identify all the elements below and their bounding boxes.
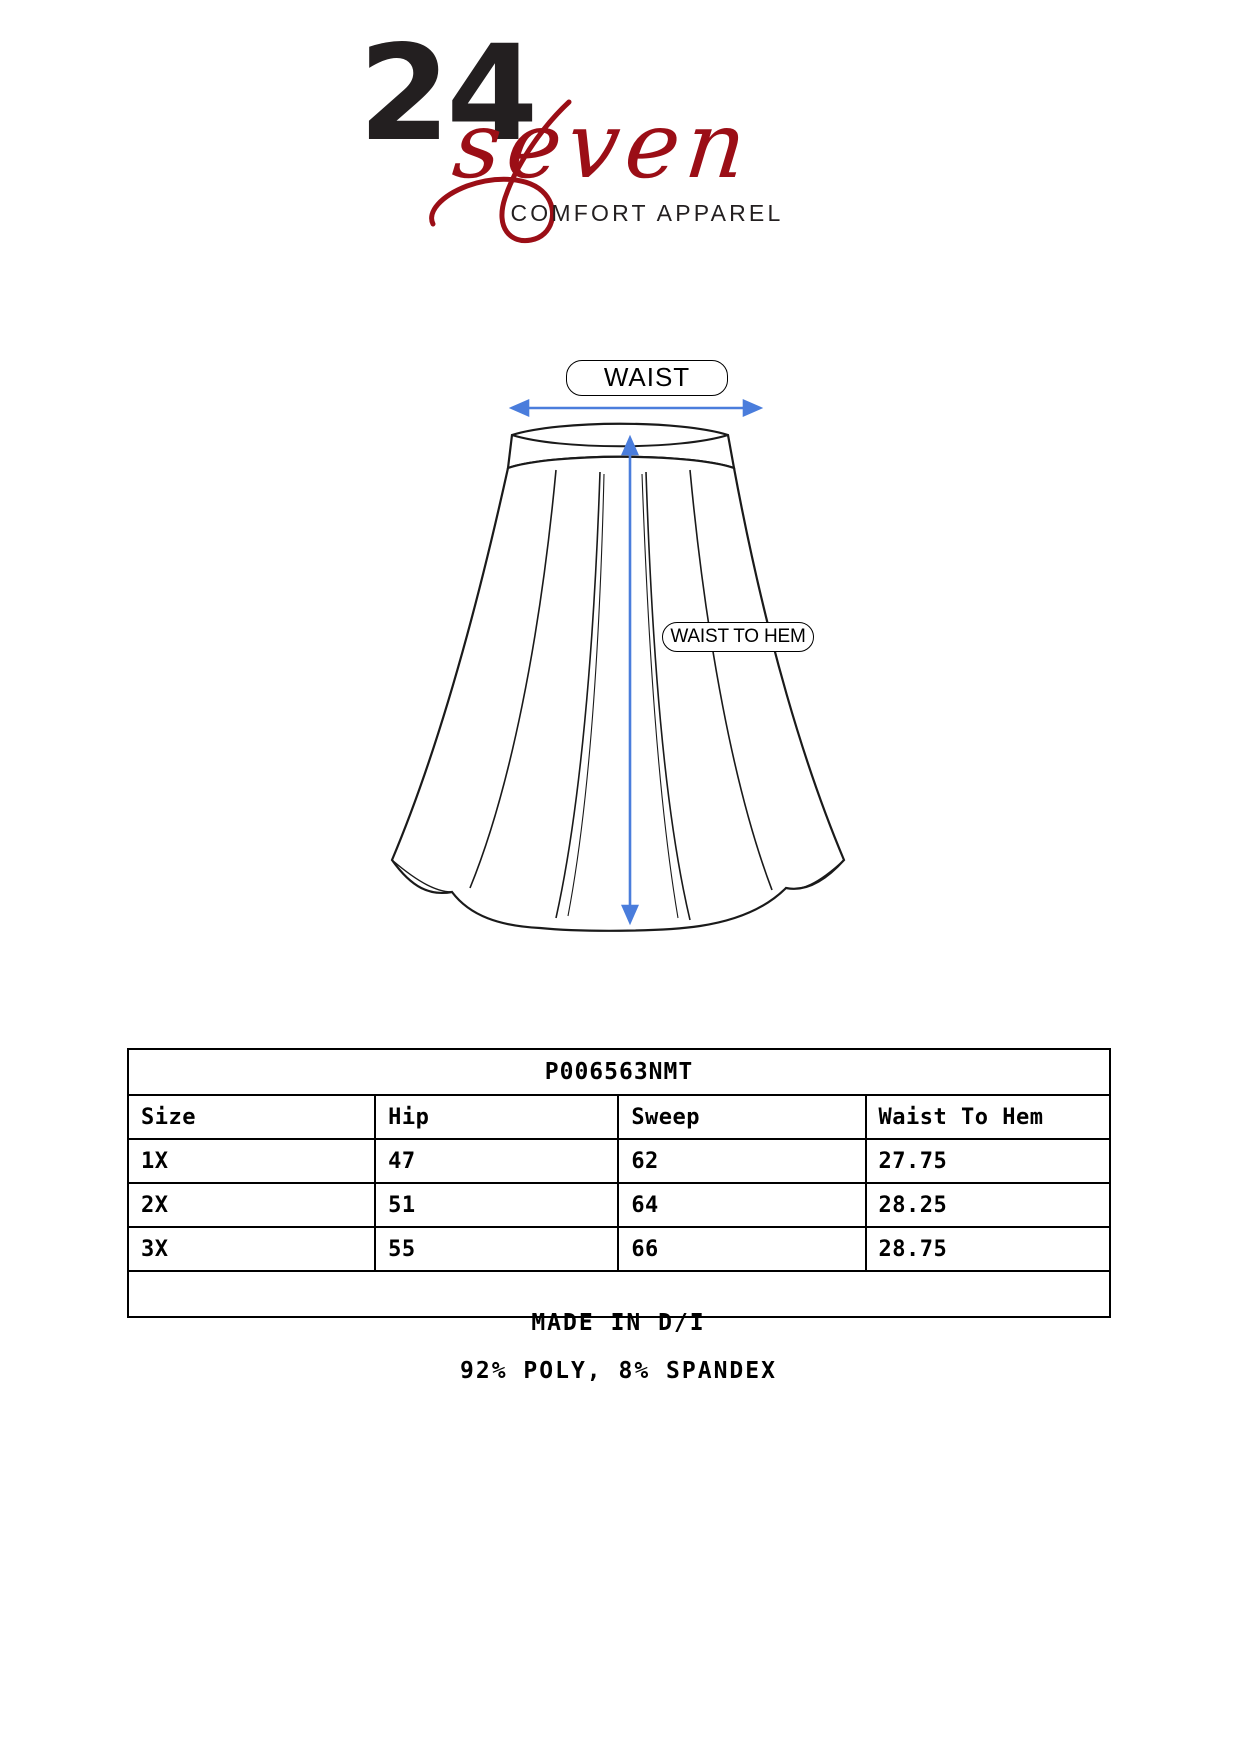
cell-hip: 55: [375, 1227, 618, 1271]
footer-notes: [0, 1310, 1237, 1406]
fabric-content-text: 92% POLY, 8% SPANDEX: [460, 1358, 777, 1384]
brand-script: seven: [447, 92, 757, 199]
cell-hip: 51: [375, 1183, 618, 1227]
cell-size: 2X: [128, 1183, 375, 1227]
cell-waist-to-hem: 28.25: [866, 1183, 1110, 1227]
cell-size: 3X: [128, 1227, 375, 1271]
table-row: [128, 1227, 1110, 1271]
garment-technical-sketch: [0, 340, 1237, 940]
size-chart-table: [127, 1048, 1111, 1318]
brand-tagline: COMFORT APPAREL: [510, 200, 784, 226]
skirt-line-drawing: [0, 340, 1237, 940]
column-header-hip: Hip: [375, 1095, 618, 1139]
cell-sweep: 62: [618, 1139, 865, 1183]
table-header-row: [128, 1095, 1110, 1139]
style-number-cell: P006563NMT: [128, 1049, 1110, 1095]
callout-waist-to-hem: WAIST TO HEM: [662, 622, 814, 652]
brand-number: 24: [358, 17, 535, 171]
column-header-size: Size: [128, 1095, 375, 1139]
cell-hip: 47: [375, 1139, 618, 1183]
table-row: [128, 1139, 1110, 1183]
column-header-waist-to-hem: Waist To Hem: [866, 1095, 1110, 1139]
callout-waist: WAIST: [566, 360, 728, 396]
brand-logo: [0, 17, 1237, 258]
cell-sweep: 66: [618, 1227, 865, 1271]
brand-logo-inner: [358, 17, 879, 258]
column-header-sweep: Sweep: [618, 1095, 865, 1139]
table-row: [128, 1183, 1110, 1227]
table-row-style-number: [128, 1049, 1110, 1095]
made-in-text: MADE IN D/I: [531, 1310, 706, 1336]
cell-size: 1X: [128, 1139, 375, 1183]
cell-sweep: 64: [618, 1183, 865, 1227]
cell-waist-to-hem: 27.75: [866, 1139, 1110, 1183]
cell-waist-to-hem: 28.75: [866, 1227, 1110, 1271]
